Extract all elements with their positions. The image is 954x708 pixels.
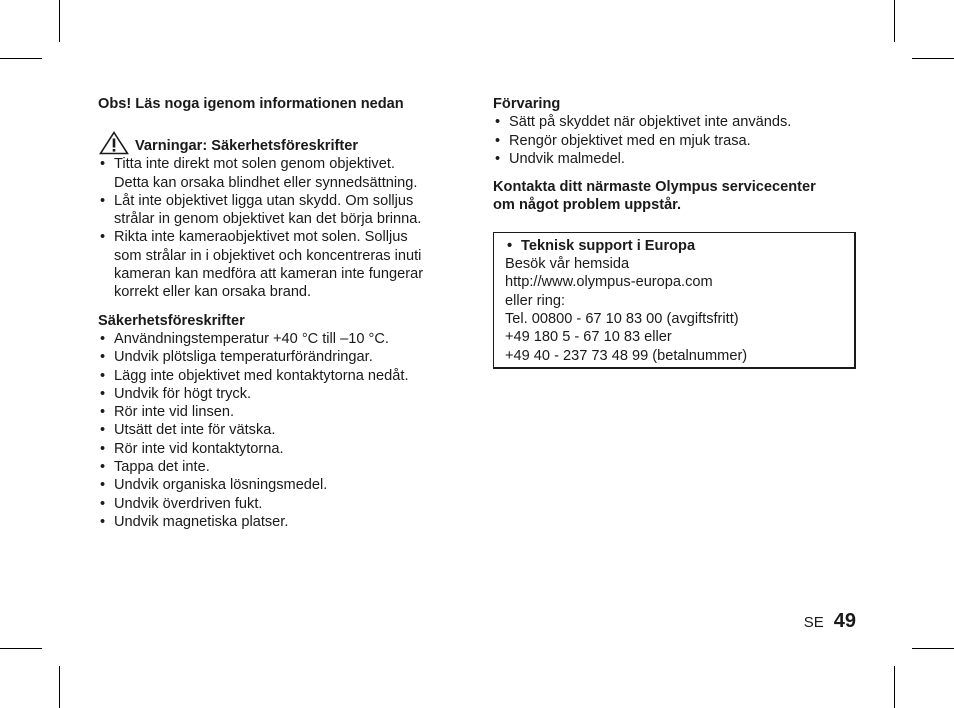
list-item: • Sätt på skyddet när objektivet inte används. [493,113,857,131]
support-line: http://www.olympus-europa.com [505,274,713,291]
crop-mark [912,58,954,59]
list-item: • Lägg inte objektivet med kontaktytorna nedåt. [98,367,458,385]
list-item: • Användningstemperatur +40 °C till –10 °C. [98,330,458,348]
warning-title: Varningar: Säkerhetsföreskrifter [135,138,359,154]
crop-mark [0,58,42,59]
support-title: • Teknisk support i Europa [505,237,844,255]
support-line: Besök vår hemsida [505,256,630,273]
support-box [493,232,856,369]
contact-line: Kontakta ditt närmaste Olympus servicecenter [493,179,816,196]
list-item-line: Detta kan orsaka blindhet eller synnedsättning. [114,174,418,191]
warning-list [98,155,458,301]
crop-mark [0,648,42,649]
intro-heading: Obs! Läs noga igenom informationen nedan [98,96,404,112]
storage-heading: Förvaring [493,96,561,112]
list-item: • Rör inte vid kontaktytorna. [98,440,458,458]
list-item: • Rengör objektivet med en mjuk trasa. [493,132,857,150]
language-code: SE [803,614,824,631]
support-line: eller ring: [505,292,566,309]
crop-mark [59,0,60,42]
contact-notice [493,178,857,215]
list-item-line: strålar in genom objektivet kan det börja brinna. [114,211,422,228]
crop-mark [912,648,954,649]
list-item: • Undvik för högt tryck. [98,385,458,403]
list-item [98,192,458,229]
list-item-line: korrekt eller kan orsaka brand. [114,284,312,301]
list-item: • Tappa det inte. [98,458,458,476]
warning-heading [98,131,458,155]
warning-triangle-icon [99,131,129,155]
crop-mark [59,666,60,708]
list-item: • Undvik överdriven fukt. [98,495,458,513]
list-item [98,155,458,192]
list-item-line: som strålar in i objektivet och koncentreras inuti [114,247,422,264]
right-column [493,95,857,369]
crop-mark [894,666,895,708]
page-footer [804,612,856,632]
list-item [98,228,458,301]
support-lines [505,255,844,365]
contact-line: om något problem uppstår. [493,197,682,214]
safety-list [98,330,458,531]
list-item: • Rör inte vid linsen. [98,403,458,421]
support-line: +49 40 - 237 73 48 99 (betalnummer) [505,347,748,364]
list-item-line: • Låt inte objektivet ligga utan skydd. Om solljus [114,192,414,209]
list-item-line: • Titta inte direkt mot solen genom objektivet. [114,156,395,173]
support-line: Tel. 00800 - 67 10 83 00 (avgiftsfritt) [505,310,739,327]
crop-mark [894,0,895,42]
page-number: 49 [833,610,856,632]
list-item-line: • Rikta inte kameraobjektivet mot solen. Solljus [114,229,408,246]
list-item: • Undvik malmedel. [493,150,857,168]
support-line: +49 180 5 - 67 10 83 eller [505,329,672,346]
list-item: • Undvik plötsliga temperaturförändringar. [98,348,458,366]
list-item: • Undvik organiska lösningsmedel. [98,476,458,494]
list-item-line: kameran kan medföra att kameran inte fungerar [114,266,424,283]
storage-list [493,113,857,168]
safety-heading: Säkerhetsföreskrifter [98,312,245,329]
list-item: • Utsätt det inte för vätska. [98,421,458,439]
list-item: • Undvik magnetiska platser. [98,513,458,531]
left-column [98,95,458,531]
